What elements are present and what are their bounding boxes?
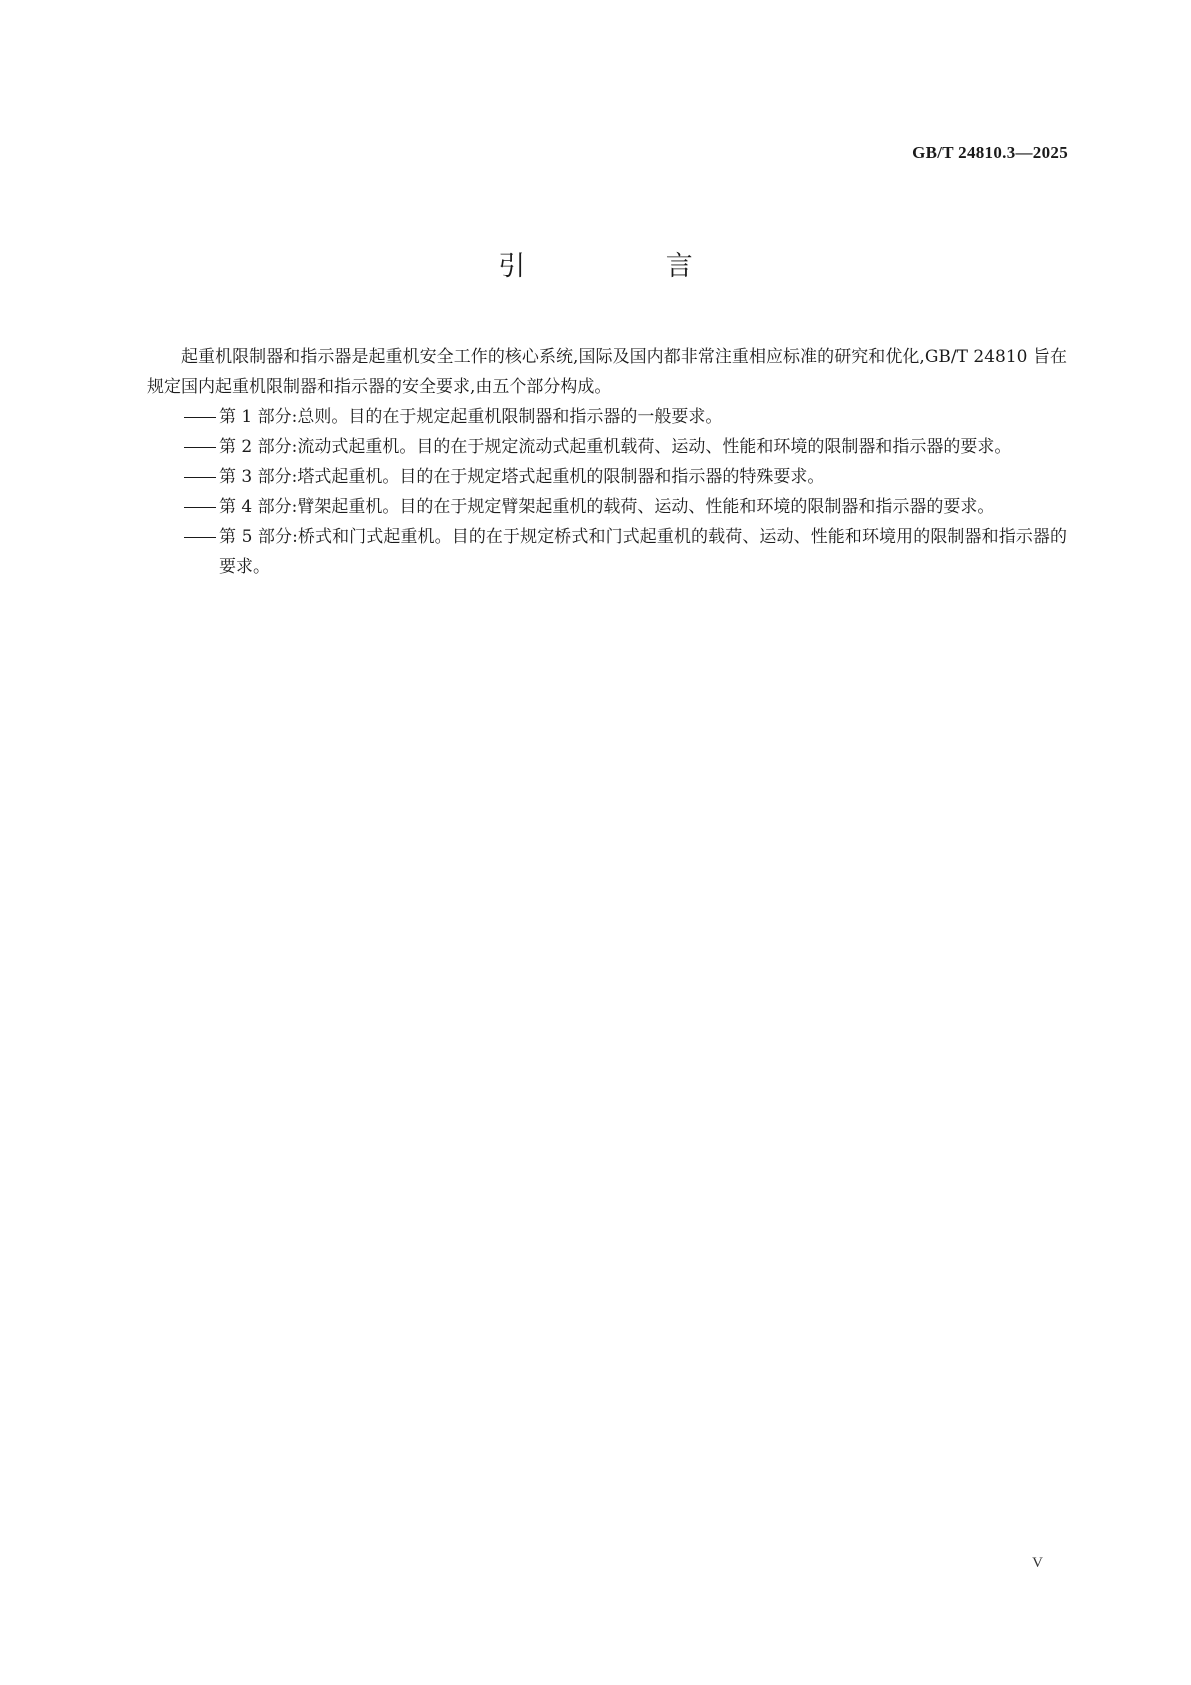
list-item-part-3 — [147, 462, 1067, 492]
intro-paragraph: 起重机限制器和指示器是起重机安全工作的核心系统,国际及国内都非常注重相应标准的研究和优化,GB/T 24810 旨在规定国内起重机限制器和指示器的安全要求,由五个部分构成。 — [147, 347, 1067, 397]
page-title: 引 言 — [498, 251, 759, 282]
page-number: V — [1032, 1555, 1043, 1571]
document-body — [147, 342, 1067, 582]
list-item-text: 第 5 部分:桥式和门式起重机。目的在于规定桥式和门式起重机的载荷、运动、性能和环境用的限制器和指示器的要求。 — [219, 527, 1067, 577]
list-item-text: 第 4 部分:臂架起重机。目的在于规定臂架起重机的载荷、运动、性能和环境的限制器和指示器的要求。 — [219, 497, 995, 517]
list-item-part-1 — [147, 402, 1067, 432]
list-item-text: 第 3 部分:塔式起重机。目的在于规定塔式起重机的限制器和指示器的特殊要求。 — [219, 467, 825, 487]
list-item-part-2 — [147, 432, 1067, 462]
list-item-part-5 — [147, 522, 1067, 582]
list-item-part-4 — [147, 492, 1067, 522]
standard-number: GB/T 24810.3—2025 — [912, 143, 1068, 162]
list-item-text: 第 1 部分:总则。目的在于规定起重机限制器和指示器的一般要求。 — [219, 407, 723, 427]
list-item-text: 第 2 部分:流动式起重机。目的在于规定流动式起重机载荷、运动、性能和环境的限制器和指示器的要求。 — [219, 437, 1012, 457]
